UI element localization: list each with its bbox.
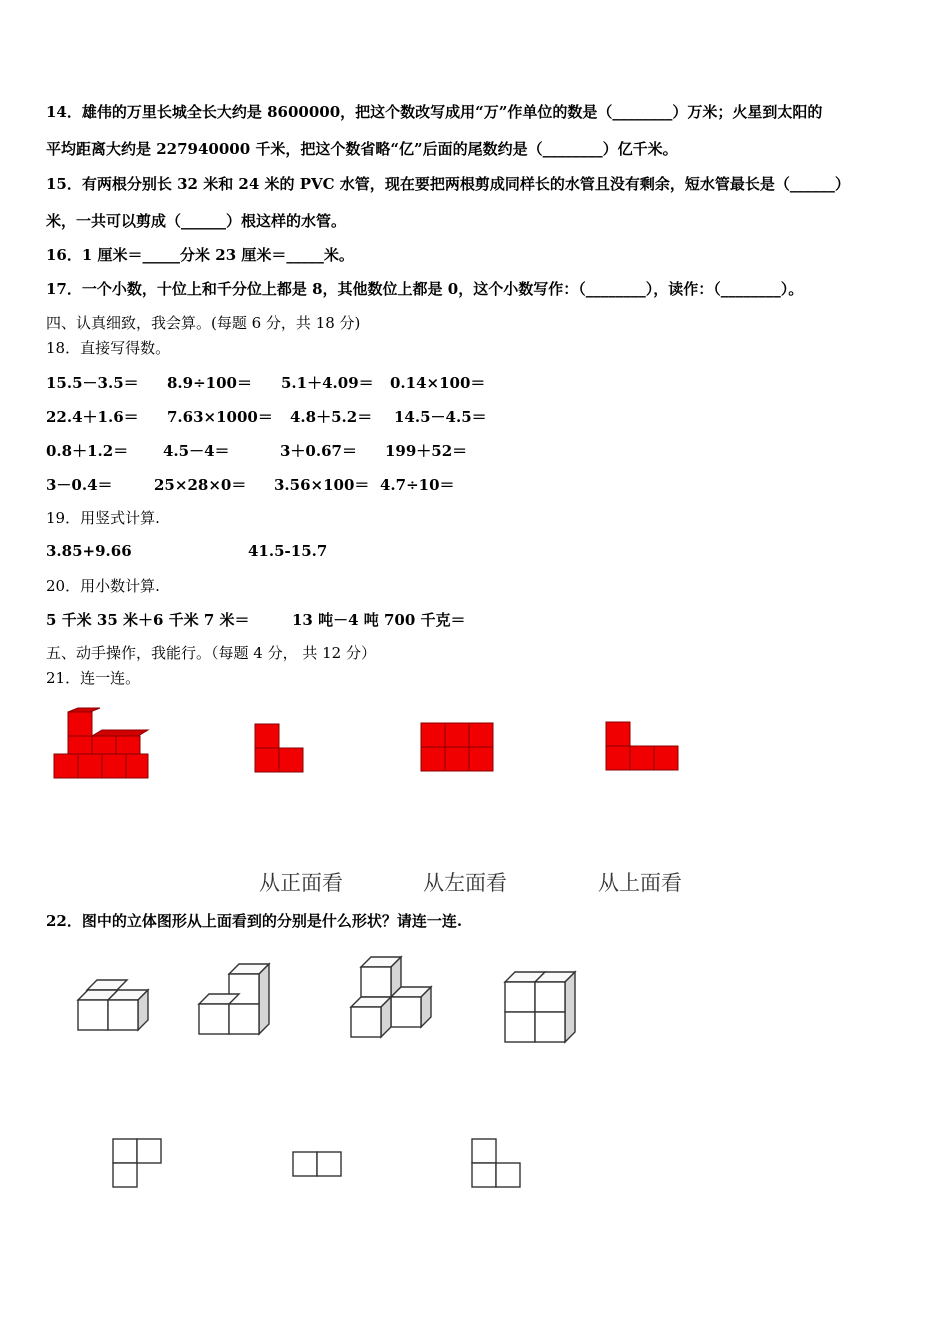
q14-line1: 14．雄伟的万里长城全长大约是 8600000，把这个数改写成用“万”作单位的数是（________）万米；火星到太阳的 xyxy=(46,103,823,121)
view-label-front: 从正面看 xyxy=(259,871,343,895)
cube xyxy=(102,754,126,778)
q18-item: 3＋0.67＝ xyxy=(280,442,357,460)
q18-item: 3－0.4＝ xyxy=(46,476,113,494)
square xyxy=(445,723,469,747)
cube-front xyxy=(535,982,565,1012)
cube-front xyxy=(505,982,535,1012)
square xyxy=(469,723,493,747)
q16-text: 16．1 厘米＝_____分米 23 厘米＝_____米。 xyxy=(46,246,354,264)
section4-heading: 四、认真细致，我会算。(每题 6 分，共 18 分) xyxy=(46,314,361,332)
cube xyxy=(126,754,148,778)
cube-front xyxy=(351,1007,381,1037)
q22-plan-view-1 xyxy=(112,1138,164,1190)
cube xyxy=(78,754,102,778)
q18-item: 15.5－3.5＝ xyxy=(46,374,139,392)
q20-item: 13 吨－4 吨 700 千克＝ xyxy=(292,611,466,629)
q22-solid-1 xyxy=(76,980,152,1034)
square xyxy=(606,722,630,746)
q22-solid-2 xyxy=(197,962,273,1038)
q18-item: 4.8＋5.2＝ xyxy=(290,408,373,426)
square xyxy=(606,746,630,770)
square xyxy=(445,747,469,771)
square xyxy=(469,747,493,771)
q15-line2: 米，一共可以剪成（______）根这样的水管。 xyxy=(46,212,347,230)
square xyxy=(630,746,654,770)
square xyxy=(279,748,303,772)
q18-item: 7.63×1000＝ xyxy=(167,408,273,426)
q18-item: 3.56×100＝ xyxy=(274,476,370,494)
square xyxy=(137,1139,161,1163)
q18-item: 4.5－4＝ xyxy=(163,442,230,460)
q20-title: 20．用小数计算. xyxy=(46,577,160,595)
q21-title: 21．连一连。 xyxy=(46,669,141,687)
q20-item: 5 千米 35 米＋6 千米 7 米＝ xyxy=(46,611,250,629)
q21-solid-figure xyxy=(52,708,152,784)
q22-plan-view-2 xyxy=(292,1151,344,1177)
view-label-left: 从左面看 xyxy=(423,871,507,895)
q21-view-rectangle xyxy=(421,723,495,773)
cube-front xyxy=(535,1012,565,1042)
square xyxy=(113,1163,137,1187)
square xyxy=(421,723,445,747)
square xyxy=(496,1163,520,1187)
square xyxy=(472,1139,496,1163)
square xyxy=(255,748,279,772)
q18-item: 22.4＋1.6＝ xyxy=(46,408,139,426)
q21-view-l-wide xyxy=(606,722,680,772)
cube-side xyxy=(565,972,575,1042)
q17-text: 17．一个小数，十位上和千分位上都是 8，其他数位上都是 0，这个小数写作：（________），读作：（________）。 xyxy=(46,280,804,298)
square xyxy=(255,724,279,748)
square xyxy=(654,746,678,770)
cube-top-back xyxy=(87,980,127,990)
q18-item: 199＋52＝ xyxy=(385,442,468,460)
cube xyxy=(68,712,92,736)
cube-front xyxy=(505,1012,535,1042)
cube-front xyxy=(199,1004,229,1034)
q18-item: 0.8＋1.2＝ xyxy=(46,442,129,460)
q21-view-l-small xyxy=(255,724,305,774)
q18-title: 18．直接写得数。 xyxy=(46,339,171,357)
square xyxy=(421,747,445,771)
square xyxy=(472,1163,496,1187)
cube-front xyxy=(229,1004,259,1034)
q18-item: 4.7÷10＝ xyxy=(380,476,455,494)
q18-item: 25×28×0＝ xyxy=(154,476,247,494)
cube-top xyxy=(92,730,148,736)
q15-line1: 15．有两根分别长 32 米和 24 米的 PVC 水管，现在要把两根剪成同样长的水管且没有剩余，短水管最长是（______） xyxy=(46,175,850,193)
cube-side xyxy=(259,964,269,1034)
q22-solid-4 xyxy=(503,970,581,1046)
square xyxy=(317,1152,341,1176)
q22-plan-view-3 xyxy=(471,1138,523,1190)
cube-top xyxy=(68,708,100,712)
q19-item: 3.85+9.66 xyxy=(46,542,132,560)
section5-heading: 五、动手操作，我能行。（每题 4 分， 共 12 分） xyxy=(46,644,376,662)
cube-front xyxy=(361,967,391,997)
q22-solid-3 xyxy=(349,955,435,1041)
view-label-top: 从上面看 xyxy=(598,871,682,895)
q19-title: 19．用竖式计算. xyxy=(46,509,160,527)
q18-item: 0.14×100＝ xyxy=(390,374,486,392)
cube-front xyxy=(78,1000,108,1030)
q18-item: 14.5－4.5＝ xyxy=(394,408,487,426)
cube-front xyxy=(391,997,421,1027)
q19-item: 41.5-15.7 xyxy=(248,542,328,560)
cube-front xyxy=(108,1000,138,1030)
q18-item: 8.9÷100＝ xyxy=(167,374,252,392)
q22-title: 22．图中的立体图形从上面看到的分别是什么形状？请连一连. xyxy=(46,912,463,930)
q18-item: 5.1＋4.09＝ xyxy=(281,374,374,392)
q14-line2: 平均距离大约是 227940000 千米，把这个数省略“亿”后面的尾数约是（________）亿千米。 xyxy=(46,140,678,158)
square xyxy=(113,1139,137,1163)
square xyxy=(293,1152,317,1176)
cube xyxy=(54,754,78,778)
